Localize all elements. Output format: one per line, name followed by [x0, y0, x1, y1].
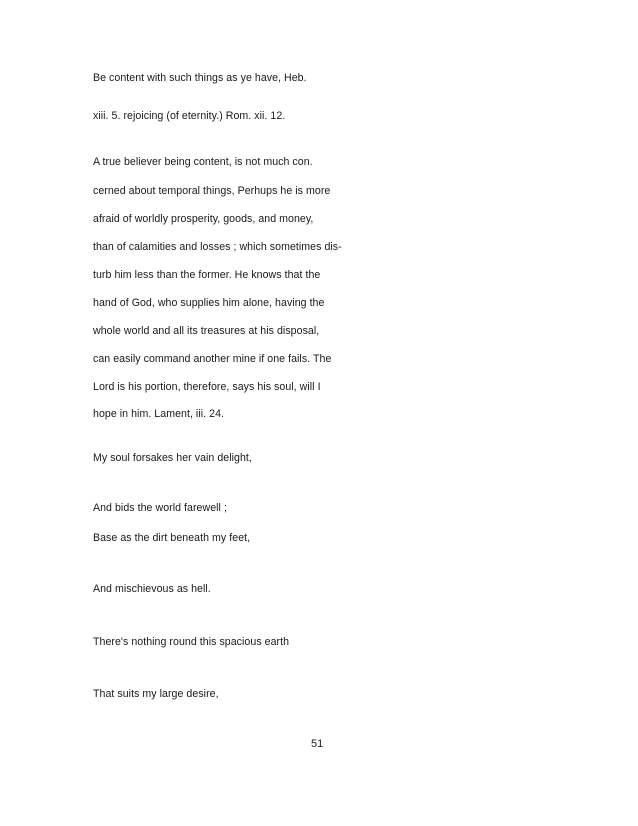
verse-line: That suits my large desire,	[93, 688, 219, 700]
text-line: can easily command another mine if one fails. The	[93, 353, 332, 365]
verse-line: There's nothing round this spacious earth	[93, 636, 290, 648]
text-line: hand of God, who supplies him alone, having the	[93, 297, 325, 309]
text-line: than of calamities and losses ; which sometimes dis-	[93, 241, 342, 253]
text-line: hope in him. Lament, iii. 24.	[93, 408, 225, 420]
text-line: xiii. 5. rejoicing (of eternity.) Rom. xii. 12.	[93, 110, 286, 122]
verse-line: My soul forsakes her vain delight,	[93, 452, 252, 464]
text-line: A true believer being content, is not much con.	[93, 156, 313, 168]
verse-line: And bids the world farewell ;	[93, 502, 227, 514]
text-line: Lord is his portion, therefore, says his soul, will I	[93, 381, 321, 393]
text-line: Be content with such things as ye have, Heb.	[93, 72, 307, 84]
text-line: cerned about temporal things, Perhups he is more	[93, 185, 331, 197]
text-line: afraid of worldly prosperity, goods, and money,	[93, 213, 314, 225]
page-number: 51	[311, 738, 324, 750]
verse-line: And mischievous as hell.	[93, 583, 211, 595]
verse-line: Base as the dirt beneath my feet,	[93, 532, 251, 544]
text-line: turb him less than the former. He knows that the	[93, 269, 321, 281]
text-line: whole world and all its treasures at his disposal,	[93, 325, 320, 337]
